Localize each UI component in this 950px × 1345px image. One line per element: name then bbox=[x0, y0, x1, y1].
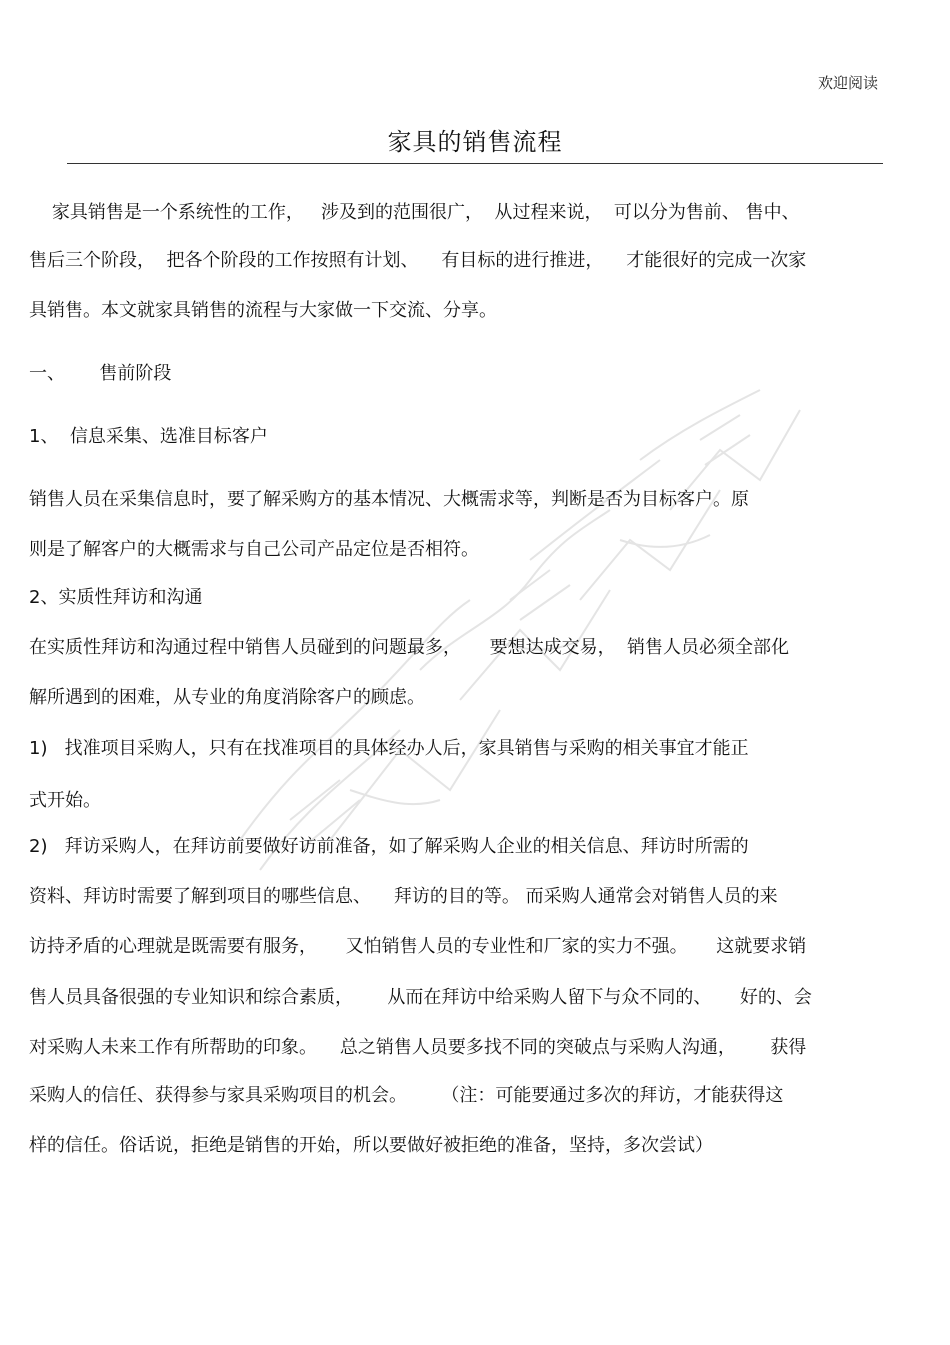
paragraph-line: 销售人员在采集信息时，要了解采购方的基本情况、大概需求等，判断是否为目标客户。原 bbox=[29, 489, 749, 510]
list-item-line: 售人员具备很强的专业知识和综合素质， 从而在拜访中给采购人留下与众不同的、 好的、会 bbox=[29, 987, 812, 1008]
section-heading: 一、 售前阶段 bbox=[29, 363, 172, 384]
watermark-graphic bbox=[200, 370, 840, 890]
list-item-line: 2) 拜访采购人，在拜访前要做好访前准备，如了解采购人企业的相关信息、拜访时所需的 bbox=[29, 836, 749, 857]
paragraph-line: 售后三个阶段， 把各个阶段的工作按照有计划、 有目标的进行推进， 才能很好的完成一次家 bbox=[29, 250, 807, 271]
paragraph-line: 则是了解客户的大概需求与自己公司产品定位是否相符。 bbox=[29, 539, 479, 560]
list-item-line: 采购人的信任、获得参与家具采购项目的机会。 （注：可能要通过多次的拜访，才能获得这 bbox=[29, 1085, 784, 1106]
paragraph-line: 家具销售是一个系统性的工作， 涉及到的范围很广， 从过程来说， 可以分为售前、 售中、 bbox=[29, 202, 800, 223]
list-item-line: 资料、拜访时需要了解到项目的哪些信息、 拜访的目的等。 而采购人通常会对销售人员的来 bbox=[29, 886, 778, 907]
paragraph-line: 在实质性拜访和沟通过程中销售人员碰到的问题最多， 要想达成交易， 销售人员必须全部化 bbox=[29, 637, 790, 658]
paragraph-line: 解所遇到的困难，从专业的角度消除客户的顾虑。 bbox=[29, 687, 425, 708]
list-item-line: 样的信任。俗话说，拒绝是销售的开始，所以要做好被拒绝的准备，坚持，多次尝试） bbox=[29, 1135, 713, 1156]
paragraph-line: 具销售。本文就家具销售的流程与大家做一下交流、分享。 bbox=[29, 300, 497, 321]
list-item-line: 对采购人未来工作有所帮助的印象。 总之销售人员要多找不同的突破点与采购人沟通， 获得 bbox=[29, 1037, 807, 1058]
list-item-line: 式开始。 bbox=[29, 790, 101, 811]
subsection-heading: 2、实质性拜访和沟通 bbox=[29, 587, 203, 608]
title-divider bbox=[67, 163, 883, 164]
subsection-heading: 1、 信息采集、选准目标客户 bbox=[29, 426, 268, 447]
header-note: 欢迎阅读 bbox=[817, 74, 878, 92]
list-item-line: 1) 找准项目采购人，只有在找准项目的具体经办人后，家具销售与采购的相关事宜才能正 bbox=[29, 738, 749, 759]
document-title: 家具的销售流程 bbox=[387, 128, 563, 156]
list-item-line: 访持矛盾的心理就是既需要有服务， 又怕销售人员的专业性和厂家的实力不强。 这就要求销 bbox=[29, 936, 807, 957]
